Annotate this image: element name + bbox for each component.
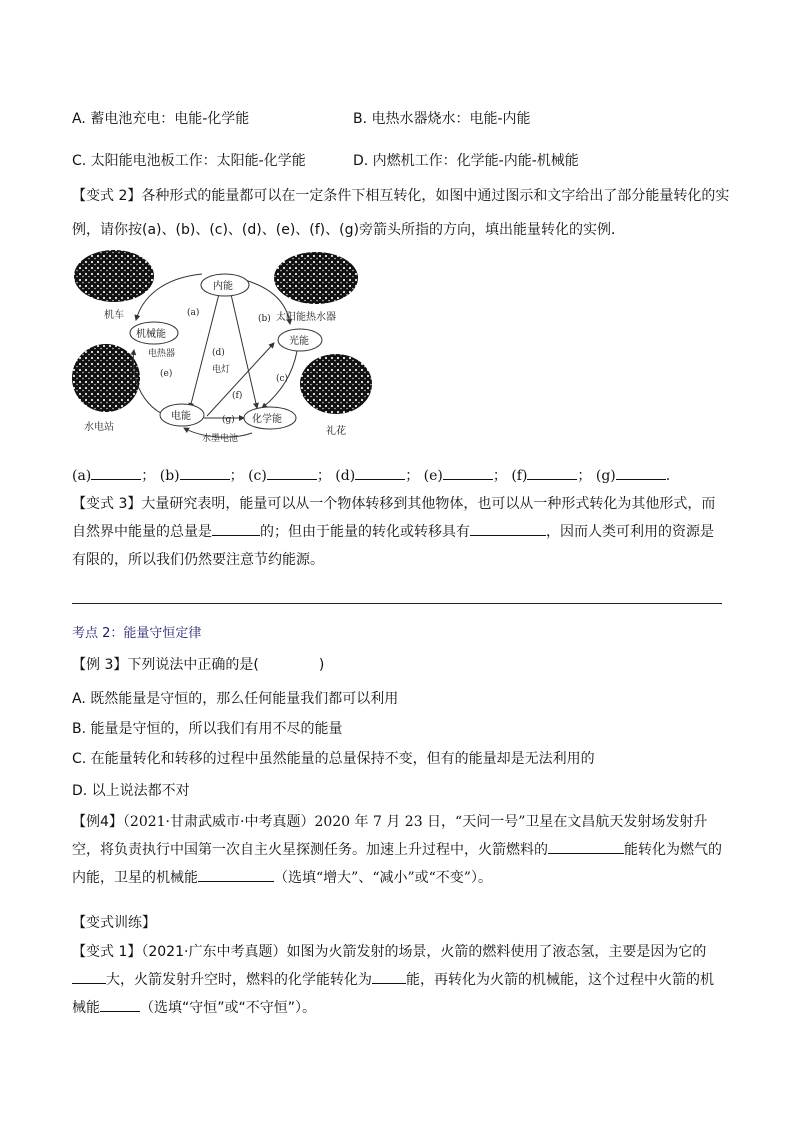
variant3-paragraph [72,490,724,574]
option-c: C. 太阳能电池板工作：太阳能-化学能 [72,153,306,169]
example3-option-c: C. 在能量转化和转移的过程中虽然能量的总量保持不变，但有的能量却是无法利用的 [72,751,595,767]
variant3-tag: 【变式 3】 [72,496,142,512]
variant1-text4: （选填“守恒”或“不守恒”）。 [140,1000,317,1016]
answer-e-blank[interactable] [443,464,493,480]
sep-6: ； [577,468,592,484]
node-chemical-energy [244,407,296,429]
answer-a-blank[interactable] [91,464,141,480]
answer-g-label: (g) [595,468,616,484]
answer-a-label: (a) [72,468,92,484]
variant1-tag: 【变式 1】 [72,944,142,960]
svg-text:光能: 光能 [289,336,309,347]
sep-5: ； [492,468,507,484]
answer-end: . [665,468,671,484]
arrow-label-c: (c) [276,374,289,384]
hydro-station-photo [72,344,140,412]
answer-d-blank[interactable] [355,464,405,480]
label-electric-heater: 电热器 [148,349,176,359]
option-b: B. 电热水器烧水：电能-内能 [353,111,531,127]
hydro-station-label: 水电站 [84,422,114,433]
svg-text:化学能: 化学能 [252,414,282,425]
svg-text:电能: 电能 [171,411,191,422]
answer-f-blank[interactable] [527,464,577,480]
node-light-energy [278,329,322,351]
variant3-blank2[interactable] [470,520,546,536]
example4-text1: （2021·甘肃武威市·中考真题）2020 年 7 月 23 日，“天问一号”卫星在文昌航天发射场发射升空，将负责执行中国第一次自主火星探测任务。加速上升过程中，火箭燃料的 [72,814,708,858]
node-mechanical-energy [130,322,178,344]
arrow-label-d: (d) [212,348,225,358]
sep-4: ； [405,468,420,484]
svg-text:机械能: 机械能 [136,329,166,340]
example3-stem-text: 【例 3】下列说法中正确的是( [72,657,259,673]
option-d: D. 内燃机工作：化学能-内能-机械能 [353,153,579,169]
variant2-line2: 例，请你按(a)、(b)、(c)、(d)、(e)、(f)、(g)旁箭头所指的方向，填出能量转化的实例． [72,222,625,238]
variant3-text1: 大量研究表明，能量可以从一个物体转移到其他物体，也可以从一种形式转化为其他形式，而自然界中能量的总量是 [72,496,716,540]
answer-c-blank[interactable] [267,464,317,480]
example3-option-d: D. 以上说法都不对 [72,783,190,799]
variant1-text2: 大，火箭发射升空时，燃料的化学能转化为 [106,972,372,988]
variant3-blank1[interactable] [212,520,260,536]
sep-1: ； [141,468,156,484]
example4-text2: 能转化为燃气的内能，卫星的机械能 [72,842,722,886]
answer-e-label: (e) [423,468,443,484]
answer-b-blank[interactable] [180,464,230,480]
solar-heater-photo [274,252,358,304]
answer-c-label: (c) [248,468,267,484]
answer-d-label: (d) [335,468,356,484]
node-electric-energy [160,404,204,426]
variant1-blank1[interactable] [72,968,106,984]
example4-blank1[interactable] [548,838,624,854]
fireworks-label: 礼花 [326,426,346,437]
example3-stem [72,654,324,674]
sep-2: ； [229,468,244,484]
arrow-label-g: (g) [222,415,235,425]
label-ink-battery: 水墨电池 [202,434,239,443]
variant1-blank2[interactable] [372,968,406,984]
answer-blanks [72,464,670,485]
energy-conversion-diagram [72,248,372,443]
arrow-label-b: (b) [258,314,271,324]
training-heading: 【变式训练】 [72,915,156,931]
variant3-text2: 的；但由于能量的转化或转移具有 [260,524,470,540]
variant1-blank3[interactable] [100,996,140,1012]
variant1-paragraph [72,938,724,1022]
fireworks-photo [300,354,372,414]
variant1-text1: （2021·广东中考真题）如图为火箭发射的场景，火箭的燃料使用了液态氢，主要是因为它的 [141,944,707,960]
example3-stem-end: ) [318,657,325,673]
solar-heater-label: 太阳能热水器 [276,312,336,323]
locomotive-label: 机车 [104,310,124,321]
variant3-text3: ，因而人类可利用的资源是有限的，所以我们仍然要注意节约能源。 [72,524,714,568]
variant2-text1: 各种形式的能量都可以在一定条件下相互转化，如图中通过图示和文字给出了部分能量转化的实 [141,188,730,204]
option-a: A. 蓄电池充电：电能-化学能 [72,111,250,127]
variant1-text3: 能，再转化为火箭的机械能，这个过程中火箭的机械能 [72,972,714,1016]
svg-text:内能: 内能 [213,281,233,292]
sep-3: ； [316,468,331,484]
section2-heading: 考点 2：能量守恒定律 [72,626,202,641]
node-internal-energy [201,274,249,296]
section-divider [72,603,722,604]
example3-option-b: B. 能量是守恒的，所以我们有用不尽的能量 [72,721,343,737]
example4-tag: 【例4】 [72,814,123,830]
answer-f-label: (f) [511,468,528,484]
answer-g-blank[interactable] [616,464,666,480]
arrow-label-e: (e) [160,369,173,379]
example4-text3: （选填“增大”、“减小”或“不变”）。 [274,870,492,886]
arrow-label-a: (a) [187,308,200,318]
locomotive-photo [74,250,154,302]
label-electric-lamp: 电灯 [212,365,231,375]
example4-paragraph [72,808,724,892]
example3-option-a: A. 既然能量是守恒的，那么任何能量我们都可以利用 [72,691,399,707]
variant2-line1 [72,185,729,205]
example4-blank2[interactable] [198,866,274,882]
variant2-tag: 【变式 2】 [72,188,142,204]
answer-b-label: (b) [159,468,180,484]
arrow-label-f: (f) [232,391,243,401]
